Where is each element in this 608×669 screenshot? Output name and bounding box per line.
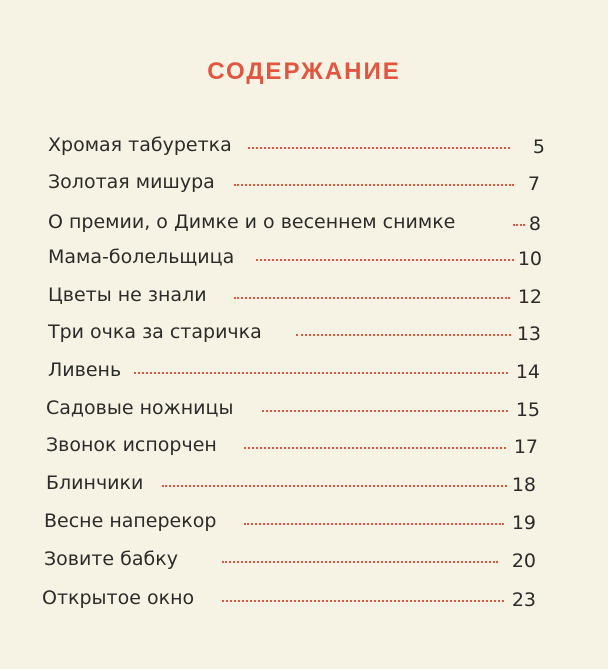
toc-entry-leader (234, 297, 510, 299)
toc-entry-title: Открытое окно (42, 587, 195, 609)
toc-entry-page: 12 (517, 286, 542, 308)
toc-entry-page: 19 (511, 512, 536, 534)
toc-entry[interactable] (46, 396, 540, 426)
page-title: СОДЕРЖАНИЕ (207, 58, 401, 85)
toc-entry-page: 20 (511, 550, 536, 572)
toc-entry-page: 5 (532, 136, 545, 158)
toc-entry-page: 18 (511, 474, 536, 496)
toc-entry[interactable] (44, 509, 536, 539)
toc-entry-leader (222, 561, 498, 563)
toc-entry-leader (222, 600, 504, 602)
toc-entry-leader (262, 410, 508, 412)
toc-entry-leader (234, 184, 514, 186)
toc-entry-title: Хромая табуретка (48, 134, 232, 156)
toc-entry[interactable] (46, 471, 536, 501)
toc-entry[interactable] (48, 358, 540, 388)
toc-entry-leader (296, 334, 511, 336)
toc-entry-page: 10 (517, 248, 542, 270)
toc-entry-page: 7 (527, 173, 540, 195)
toc-entry-page: 15 (515, 399, 540, 421)
toc-entry-title: Три очка за старичка (48, 321, 262, 343)
toc-entry-title: Цветы не знали (48, 284, 207, 306)
toc-entry-page: 13 (516, 323, 541, 345)
toc-entry-title: Зовите бабку (44, 548, 178, 570)
toc-entry[interactable] (48, 170, 540, 200)
toc-entry-leader (244, 447, 506, 449)
toc-entry-leader (244, 523, 504, 525)
toc-entry-title: Блинчики (46, 472, 144, 494)
toc-entry[interactable] (48, 210, 541, 240)
toc-entry[interactable] (48, 133, 545, 163)
toc-entry[interactable] (48, 245, 542, 275)
toc-entry-leader (162, 485, 507, 487)
toc-entry-page: 14 (515, 361, 540, 383)
toc-entry-page: 8 (528, 213, 541, 235)
toc-entry-title: Ливень (48, 359, 122, 381)
toc-entry-title: Весне наперекор (44, 510, 217, 532)
toc-entry-title: О премии, о Димке и о весеннем снимке (48, 211, 456, 233)
toc-entry-title: Золотая мишура (48, 171, 215, 193)
toc-entry[interactable] (48, 283, 542, 313)
toc-entry-leader (248, 147, 510, 149)
toc-entry-title: Звонок испорчен (46, 434, 217, 456)
toc-entry-leader (256, 259, 514, 261)
toc-entry-title: Мама-болельщица (48, 246, 235, 268)
toc-entry-page: 23 (511, 589, 536, 611)
toc-entry-page: 17 (513, 436, 538, 458)
toc-entry[interactable] (46, 433, 538, 463)
toc-entry-leader (134, 372, 508, 374)
toc-entry-title: Садовые ножницы (46, 397, 234, 419)
toc-entry[interactable] (44, 547, 536, 577)
toc-entry[interactable] (42, 586, 536, 616)
toc-entry-leader (513, 224, 525, 226)
toc-entry[interactable] (48, 320, 541, 350)
